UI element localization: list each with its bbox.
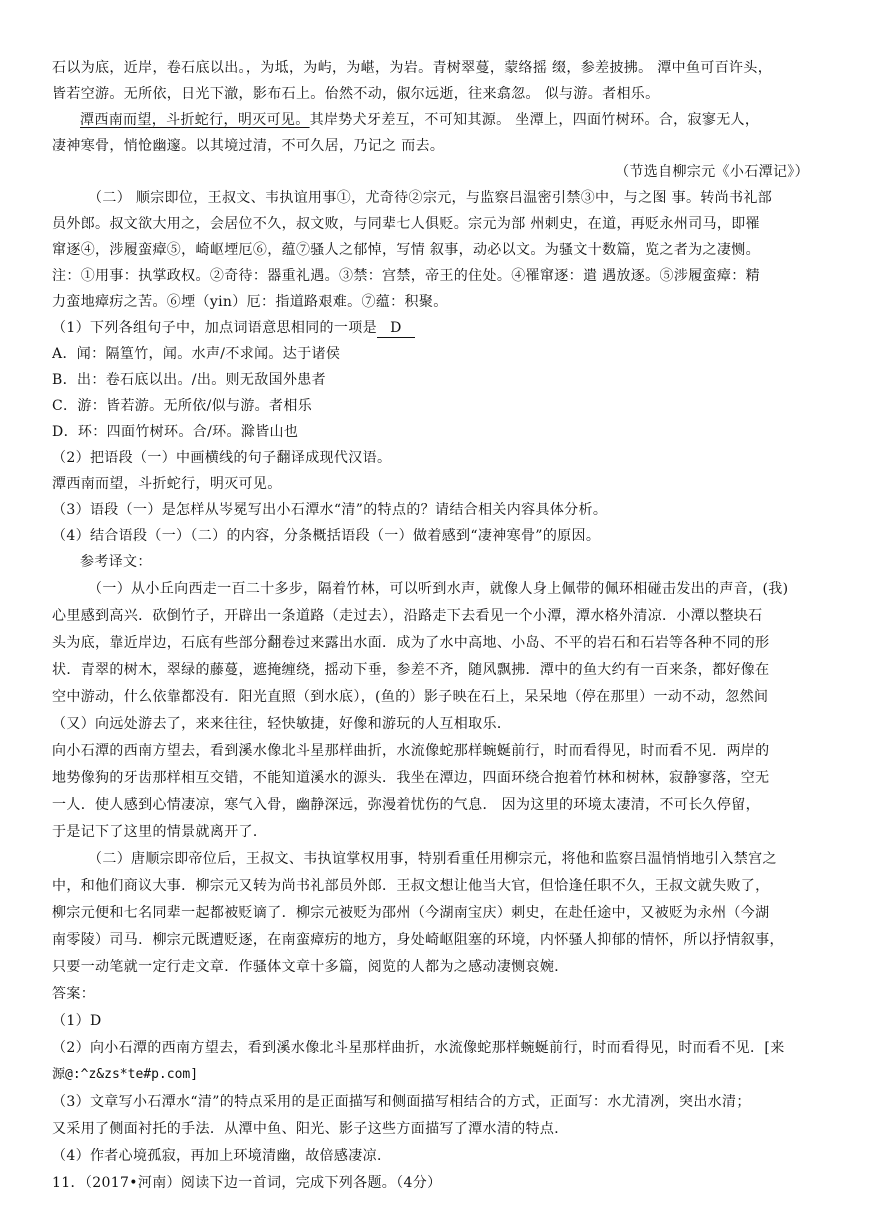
question-4-stem: （4）结合语段（一）（二）的内容，分条概括语段（一）做着感到“凄神寒骨”的原因。 [52, 528, 601, 544]
translation-p2-line: 地势像狗的牙齿那样相互交错，不能知道溪水的源头．我坐在潭边，四面环绕合抱着竹林和树林，寂静寥落，空无 [52, 770, 770, 786]
annotation-line: 注：①用事：执掌政权。②奇待：器重礼遇。③禁：宫禁，帝王的住处。④罹窜逐：遣 遇放逐。⑤涉履蛮瘴：精 [52, 268, 760, 284]
translation-p3-line: 只要一动笔就一定行走文章．作骚体文章十多篇，阅览的人都为之感动凄恻哀婉． [52, 959, 569, 975]
passage1-line: 皆若空游。无所依，日光下澈，影布石上。佁然不动，俶尔远逝，往来翕忽。 似与游。者相乐。 [52, 86, 660, 102]
translation-p1-line: 状．青翠的树木，翠绿的藤蔓，遮掩缠绕，摇动下垂，参差不齐，随风飘拂．潭中的鱼大约有一百来条，都好像在 [52, 662, 770, 678]
question-3-stem: （3）语段（一）是怎样从岑冕写出小石潭水“清”的特点的？请结合相关内容具体分析。 [52, 502, 608, 518]
option-c: C．游：皆若游。无所依/似与游。者相乐 [52, 398, 313, 414]
answer-2-source-watermark: 源@:^z&zs*te#p.com] [52, 1067, 199, 1082]
question-1-stem [52, 315, 818, 341]
answer-3: （3）文章写小石潭水“清”的特点采用的是正面描写和侧面描写相结合的方式，正面写：水尤清冽，突出水清； [52, 1094, 751, 1110]
passage2-line: 窜逐④，涉履蛮瘴⑤，崎岖堙厄⑥，蕴⑦骚人之郁悼，写情 叙事，动必以文。为骚文十数篇，览之者为之凄恻。 [52, 242, 760, 258]
translation-p2-line: 于是记下了这里的情景就离开了． [52, 824, 268, 840]
answer-blank: D [377, 319, 415, 338]
question-2-sentence: 潭西南而望，斗折蛇行，明灭可见。 [52, 476, 282, 492]
underlined-sentence: 潭西南而望，斗折蛇行，明灭可见。 [80, 112, 310, 128]
option-a: A．闻：隔篁竹，闻。水声/不求闻。达于诸侯 [52, 346, 341, 362]
translation-p2-line: 一人．使人感到心情凄凉，寒气入骨，幽静深远，弥漫着忧伤的气息． 因为这里的环境太凄清，不可长久停留， [52, 797, 760, 813]
translation-p1-line: 心里感到高兴．砍倒竹子，开辟出一条道路（走过去），沿路走下去看见一个小潭，潭水格外清凉．小潭以整块石 [52, 608, 763, 624]
translation-p3-line: 中，和他们商议大事．柳宗元又转为尚书礼部员外郎．王叔文想让他当大官，但恰逢任职不久，王叔文就失败了， [52, 878, 770, 894]
question-11-heading: 11．（2017•河南）阅读下边一首词，完成下列各题。（4分） [52, 1175, 442, 1191]
passage-source: （节选自柳宗元《小石潭记》） [615, 164, 809, 180]
translation-p3-line: 柳宗元便和七名同辈一起都被贬谪了．柳宗元被贬为邵州（今湖南宝庆）刺史，在赴任途中，又被贬为永州（今湖 [52, 905, 770, 921]
passage2-line: （二） 顺宗即位，王叔文、韦执谊用事①，尤奇待②宗元，与监察吕温密引禁③中，与之图 事。转尚书礼部 [88, 190, 773, 206]
question-1-text: （1）下列各组句子中，加点词语意思相同的一项是 [52, 320, 377, 336]
answers-heading: 答案： [52, 986, 96, 1002]
answer-3-cont: 又采用了侧面衬托的手法．从潭中鱼、阳光、影子这些方面描写了潭水清的特点． [52, 1121, 569, 1137]
option-d: D．环：四面竹树环。合/环。滁皆山也 [52, 424, 299, 440]
passage1-line: 凄神寒骨，悄怆幽邃。以其境过清，不可久居，乃记之 而去。 [52, 138, 445, 154]
answer-4: （4）作者心境孤寂，再加上环境清幽，故倍感凄凉． [52, 1148, 392, 1164]
option-b: B．出：卷石底以出。/出。则无敌国外患者 [52, 372, 327, 388]
answer-2: （2）向小石潭的西南方望去，看到溪水像北斗星那样曲折，水流像蛇那样蜿蜒前行，时而看得见，时而看不见．[来 [52, 1040, 785, 1056]
answer-1: （1）D [52, 1013, 102, 1029]
translation-p3-line: （二）唐顺宗即帝位后，王叔文、韦执谊掌权用事，特别看重任用柳宗元，将他和监察吕温悄悄地引入禁宫之 [88, 851, 777, 867]
translation-p1-line: 空中游动，什么依靠都没有．阳光直照（到水底），(鱼的）影子映在石上，呆呆地（停在那里）一动不动，忽然间 [52, 689, 769, 705]
translation-p1-line: （一）从小丘向西走一百二十多步，隔着竹林，可以听到水声，就像人身上佩带的佩环相碰击发出的声音，(我) [88, 581, 789, 597]
translation-p3-line: 南零陵）司马．柳宗元既遭贬逐，在南蛮瘴疠的地方，身处崎岖阻塞的环境，内怀骚人抑郁的情怀，所以抒情叙事， [52, 932, 784, 948]
passage2-line: 员外郎。叔文欲大用之，会居位不久，叔文败，与同辈七人俱贬。宗元为部 州刺史，在道，再贬永州司马，即罹 [52, 216, 760, 232]
passage1-line: 石以为底，近岸，卷石底以出。，为坻，为屿，为嵁，为岩。青树翠蔓，蒙络摇 缀，参差披拂。 潭中鱼可百许头， [52, 60, 773, 76]
question-2-stem: （2）把语段（一）中画横线的句子翻译成现代汉语。 [52, 450, 392, 466]
translation-p1-line: （又）向远处游去了，来来往往，轻快敏捷，好像和游玩的人互相取乐． [52, 716, 512, 732]
passage1-line-rest: 其岸势犬牙差互，不可知其源。 坐潭上，四面竹树环。合，寂寥无人， [309, 112, 760, 128]
annotation-line: 力蛮地瘴疠之苦。⑥堙（yin）厄：指道路艰难。⑦蕴：积聚。 [52, 294, 448, 310]
translation-p2-line: 向小石潭的西南方望去，看到溪水像北斗星那样曲折，水流像蛇那样蜿蜒前行，时而看得见，时而看不见．两岸的 [52, 743, 770, 759]
translation-p1-line: 头为底，靠近岸边，石底有些部分翻卷过来露出水面．成为了水中高地、小岛、不平的岩石和石岩等各种不同的形 [52, 635, 770, 651]
translation-heading: 参考译文： [80, 554, 152, 570]
passage1-line-with-underline [80, 107, 818, 133]
